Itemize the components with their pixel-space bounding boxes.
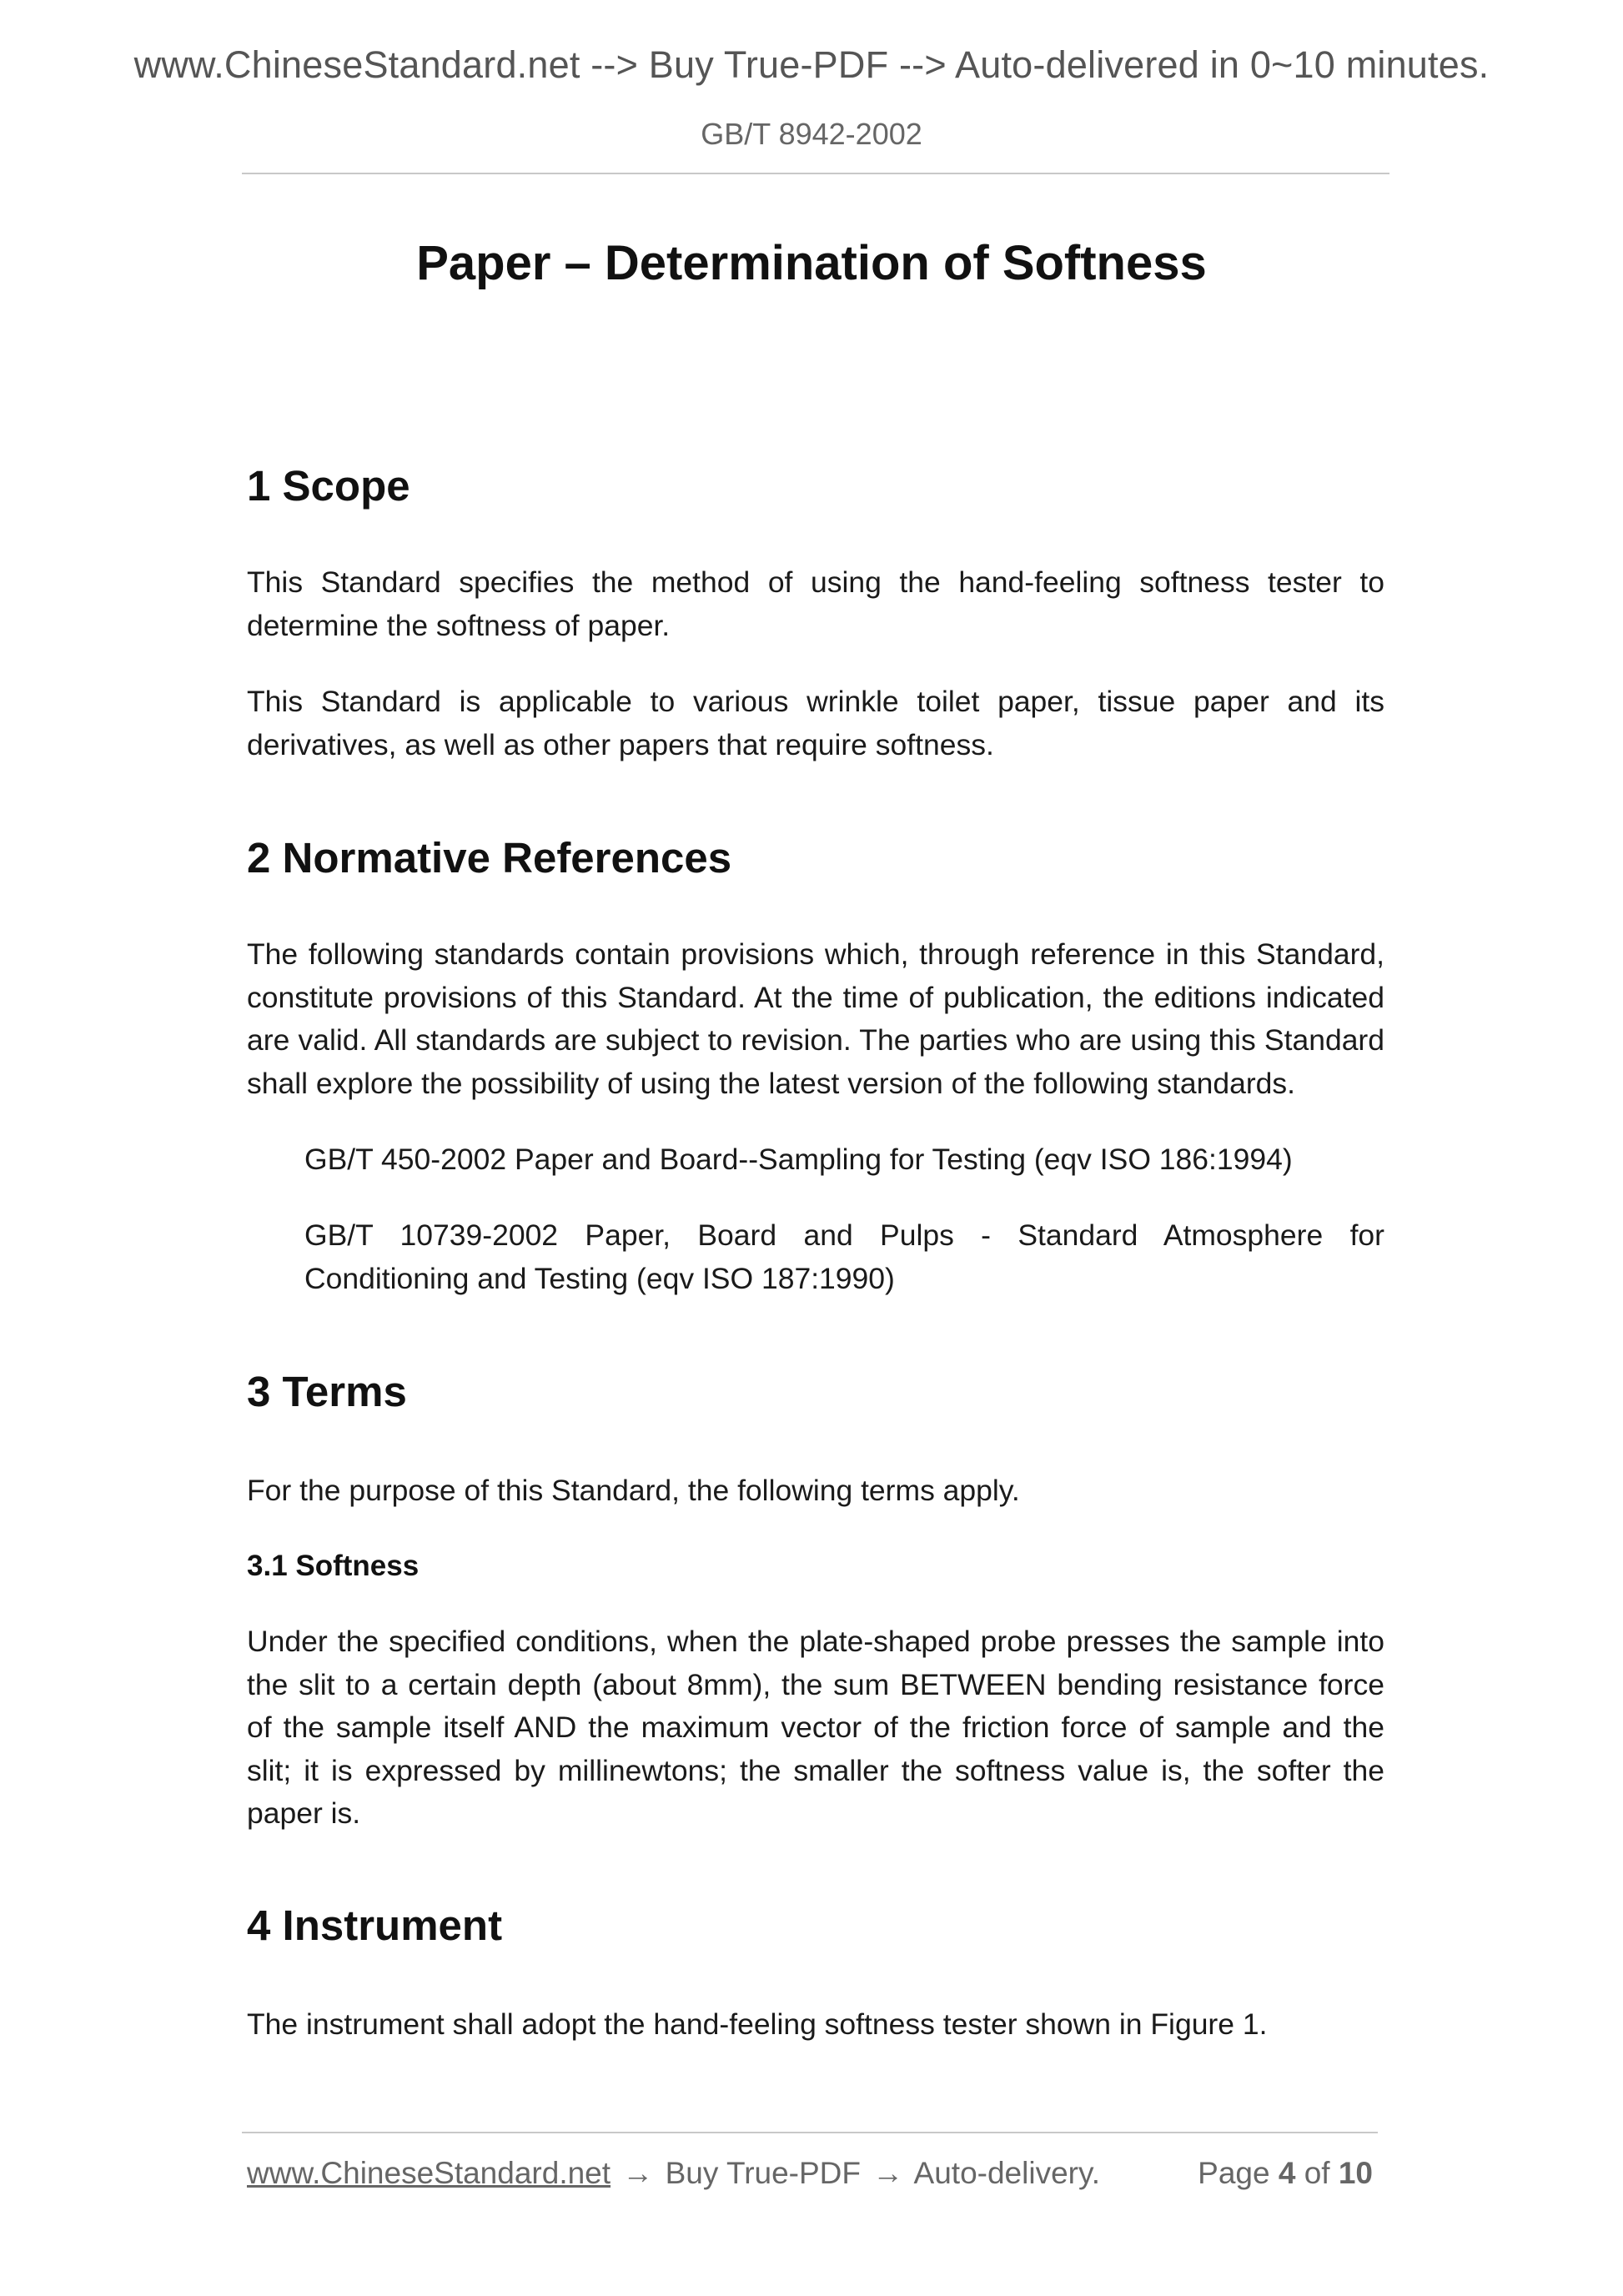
section-heading-references: 2 Normative References [247, 834, 732, 882]
footer-divider [242, 2132, 1378, 2133]
reference-item: GB/T 10739-2002 Paper, Board and Pulps - Standard Atmosphere for Conditioning and Testing (eqv ISO 187:1990) [304, 1218, 1384, 1295]
header-divider [242, 173, 1389, 174]
scope-paragraph-1: This Standard specifies the method of using the hand-feeling softness tester to determine the softness of paper. [247, 565, 1384, 642]
section-heading-instrument: 4 Instrument [247, 1902, 503, 1949]
arrow-right-icon: → [622, 2156, 654, 2190]
reference-item: GB/T 450-2002 Paper and Board--Sampling for Testing (eqv ISO 186:1994) [304, 1143, 1293, 1176]
scope-paragraph-2: This Standard is applicable to various wrinkle toilet paper, tissue paper and its derivatives, as well as other papers that require softness. [247, 685, 1384, 761]
subsection-heading-softness: 3.1 Softness [247, 1550, 420, 1582]
softness-definition: Under the specified conditions, when the plate-shaped probe presses the sample into the slit to a certain depth (about 8mm), the sum BETWEEN bending resistance force of the sample itself AND the maximum vector of the friction force of sample and the slit; it is expressed by millinewtons; the smaller the softness value is, the softer the paper is. [247, 1625, 1384, 1830]
section-heading-terms: 3 Terms [247, 1368, 407, 1415]
of-label: of [1304, 2156, 1330, 2190]
arrow-right-icon: → [872, 2156, 904, 2190]
instrument-paragraph: The instrument shall adopt the hand-feeling softness tester shown in Figure 1. [247, 2007, 1268, 2041]
document-code: GB/T 8942-2002 [701, 117, 922, 151]
footer-links [247, 2156, 1100, 2191]
references-paragraph: The following standards contain provisions which, through reference in this Standard, constitute provisions of this Standard. At the time of publication, the editions indicated are valid. All standards are subject to revision. The parties who are using this Standard shall explore the possibility of using the latest version of the following standards. [247, 937, 1384, 1100]
footer-delivery-text: Auto-delivery. [913, 2156, 1101, 2190]
footer-site-link[interactable]: www.ChineseStandard.net [247, 2156, 611, 2190]
terms-paragraph: For the purpose of this Standard, the following terms apply. [247, 1474, 1020, 1507]
section-heading-scope: 1 Scope [247, 462, 410, 510]
page-label: Page [1198, 2156, 1270, 2190]
page-total: 10 [1338, 2156, 1373, 2190]
page-indicator [1198, 2156, 1373, 2191]
page-number: 4 [1278, 2156, 1296, 2190]
footer-buy-text: Buy True-PDF [665, 2156, 862, 2190]
top-banner[interactable]: www.ChineseStandard.net --> Buy True-PDF --> Auto-delivered in 0~10 minutes. [133, 43, 1490, 86]
page-title: Paper – Determination of Softness [416, 236, 1207, 290]
